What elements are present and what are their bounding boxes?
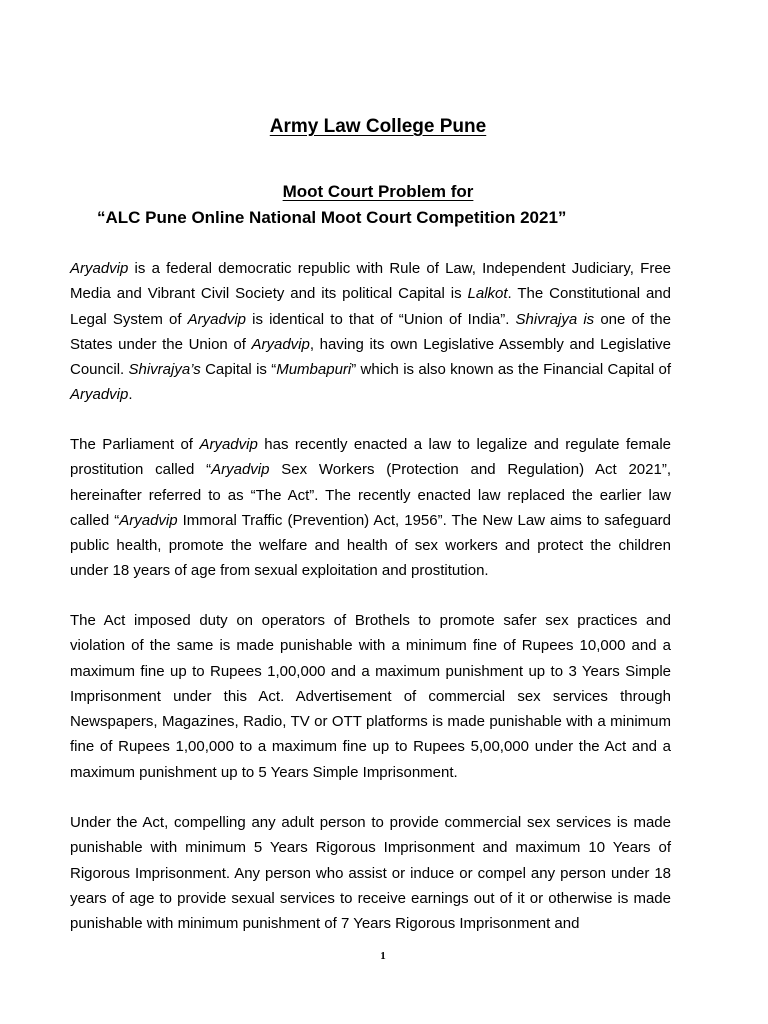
text-run: The Parliament of (70, 436, 200, 453)
italic-term: Aryadvip (211, 461, 270, 479)
text-run: Capital is “ (200, 361, 277, 379)
text-run: is a federal democratic republic with Rule of Law, Independent Judiciary, Free Media and Vibrant Civil Society and its political Capital is (70, 260, 671, 303)
italic-term: Shivrajya’s (128, 361, 201, 379)
italic-term: Shivrajya is (515, 310, 595, 328)
text-run: Under the Act, compelling any adult person to provide commercial sex services is made punishable with minimum 5 Years Rigorous Imprisonment and maximum 10 Years of Rigorous Imprisonment. Any person who assist or induce or compel any person under 18 years of age to provide sexual services to receive earnings out of it or otherwise is made punishable with minimum punishment of 7 Years Rigorous Imprisonment and (70, 814, 671, 933)
text-run: The Act imposed duty on operators of Brothels to promote safer sex practices and violation of the same is made punishable with a minimum fine of Rupees 10,000 and a maximum fine up to Rupees 1,00,000 and a maximum punishment up to 3 Years Simple Imprisonment under this Act. Advertisement of commercial sex services through Newspapers, Magazines, Radio, TV or OTT platforms is made punishable with a minimum fine of Rupees 1,00,000 to a maximum fine up to Rupees 5,00,000 under the Act and a maximum punishment up to 5 Years Simple Imprisonment. (70, 612, 671, 781)
paragraph (70, 256, 671, 408)
text-run: is identical to that of “Union of India”. (246, 310, 516, 328)
italic-term: Lalkot (467, 285, 508, 303)
paragraph (70, 608, 671, 785)
text-run: Sex Workers (Protection and Regulation) Act 2021”, hereinafter referred to as “The Act”. The recently enacted law replaced the earlier law called “ (70, 461, 671, 529)
italic-term: Aryadvip (199, 436, 258, 453)
text-run: . (128, 386, 133, 404)
italic-term: Aryadvip (70, 386, 129, 404)
italic-term: Aryadvip (119, 511, 178, 529)
paragraph (70, 810, 671, 936)
document-title: Army Law College Pune (269, 116, 487, 137)
document-subtitle: Moot Court Problem for (282, 182, 474, 201)
text-run: ” which is also known as the Financial Capital of (351, 361, 671, 379)
page-number: 1 (380, 950, 386, 962)
text-run: . The Constitutional and Legal System of (70, 285, 671, 328)
italic-term: Aryadvip (187, 310, 246, 328)
italic-term: Aryadvip (70, 260, 129, 277)
paragraph (70, 432, 671, 584)
competition-name: “ALC Pune Online National Moot Court Competition 2021” (97, 208, 567, 227)
paragraph-text (70, 432, 671, 584)
text-run: , having its own Legislative Assembly and Legislative Council. (70, 335, 671, 379)
text-run: one of the States under the Union of (70, 310, 671, 353)
italic-term: Mumbapuri (276, 361, 352, 379)
paragraph-text (70, 608, 671, 785)
text-run: Immoral Traffic (Prevention) Act, 1956”. The New Law aims to safeguard public health, promote the welfare and health of sex workers and protect the children under 18 years of age from sexual exploitation and prostitution. (70, 511, 671, 580)
paragraph-text (70, 810, 671, 936)
text-run: has recently enacted a law to legalize and regulate female prostitution called “ (70, 436, 671, 479)
italic-term: Aryadvip (251, 335, 310, 353)
paragraph-text (70, 256, 671, 408)
